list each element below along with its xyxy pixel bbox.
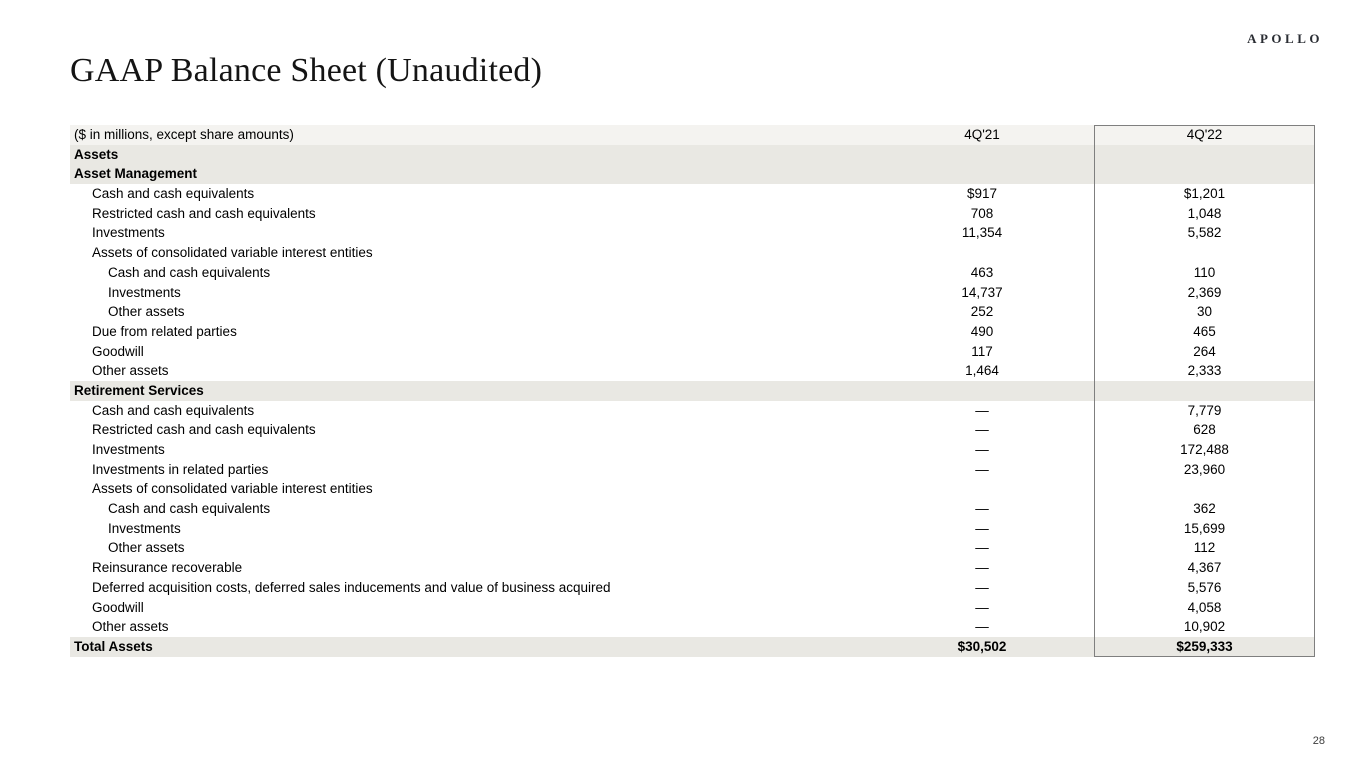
row-value-4q21: — [975, 599, 989, 615]
row-label: Other assets [92, 619, 169, 635]
table-row [70, 283, 1315, 303]
page-number: 28 [1312, 735, 1325, 747]
table-row [70, 263, 1315, 283]
table-row [70, 223, 1315, 243]
table-row [70, 204, 1315, 224]
table-row [70, 637, 1315, 657]
row-value-4q21: — [975, 540, 989, 556]
row-value-4q21: $30,502 [957, 638, 1007, 654]
table-row [70, 145, 1315, 165]
row-value-4q21: — [975, 520, 989, 536]
row-label: Investments [108, 520, 181, 536]
row-label: Reinsurance recoverable [92, 560, 243, 576]
apollo-logo: APOLLO [1247, 31, 1323, 46]
row-value-4q22: 7,779 [1187, 402, 1222, 418]
row-label: Due from related parties [92, 323, 237, 339]
row-label: Total Assets [74, 638, 153, 654]
header-col-4q22: 4Q'22 [1186, 127, 1223, 142]
row-value-4q21: — [975, 501, 989, 517]
row-label: Investments [108, 284, 181, 300]
table-row [70, 578, 1315, 598]
row-label: Other assets [92, 363, 169, 379]
table-row [70, 361, 1315, 381]
table-row [70, 479, 1315, 499]
table-row [70, 499, 1315, 519]
row-label: Retirement Services [74, 382, 204, 398]
table-row [70, 302, 1315, 322]
row-value-4q22: 264 [1193, 343, 1216, 359]
row-value-4q21: — [975, 579, 989, 595]
row-value-4q22: $259,333 [1176, 638, 1233, 654]
row-value-4q22: 172,488 [1180, 442, 1229, 457]
row-value-4q22: $1,201 [1183, 186, 1226, 202]
row-label: Deferred acquisition costs, deferred sales inducements and value of business acquired [92, 579, 611, 595]
header-units-label: ($ in millions, except share amounts) [74, 127, 294, 142]
row-value-4q22: 5,576 [1187, 579, 1222, 595]
row-value-4q21: 463 [970, 264, 994, 280]
table-row [70, 598, 1315, 618]
row-value-4q21: — [975, 442, 989, 457]
row-label: Goodwill [92, 599, 144, 615]
row-value-4q21: 1,464 [965, 363, 999, 379]
table-row [70, 519, 1315, 539]
table-row [70, 460, 1315, 480]
table-row [70, 342, 1315, 362]
row-value-4q22: 23,960 [1183, 461, 1226, 477]
row-label: Goodwill [92, 343, 144, 359]
row-value-4q21: 117 [971, 343, 993, 359]
row-value-4q21: $917 [966, 186, 998, 202]
row-value-4q22: 30 [1196, 304, 1213, 320]
row-value-4q22: 112 [1193, 540, 1216, 556]
table-row [70, 381, 1315, 401]
row-label: Asset Management [74, 166, 198, 182]
row-value-4q22: 362 [1193, 501, 1216, 517]
row-value-4q22: 2,333 [1187, 363, 1222, 379]
row-value-4q22: 4,367 [1187, 560, 1222, 576]
table-row [70, 164, 1315, 184]
table-body [70, 145, 1315, 657]
row-label: Assets [74, 146, 119, 162]
row-value-4q22: 15,699 [1183, 520, 1226, 536]
row-value-4q21: — [975, 619, 989, 635]
row-value-4q22: 10,902 [1183, 619, 1226, 635]
row-value-4q21: — [975, 402, 989, 418]
row-label: Investments [92, 225, 165, 241]
table-row [70, 184, 1315, 204]
row-label: Cash and cash equivalents [92, 186, 255, 202]
row-label: Other assets [108, 540, 185, 556]
row-label: Cash and cash equivalents [92, 402, 255, 418]
row-value-4q22: 465 [1193, 323, 1216, 339]
table-row [70, 401, 1315, 421]
table-row [70, 440, 1315, 460]
row-label: Investments in related parties [92, 461, 269, 477]
row-label: Restricted cash and cash equivalents [92, 205, 316, 221]
row-label: Restricted cash and cash equivalents [92, 422, 316, 438]
table-row [70, 617, 1315, 637]
page-title: GAAP Balance Sheet (Unaudited) [70, 52, 543, 89]
table-row [70, 243, 1315, 263]
row-value-4q22: 628 [1193, 422, 1216, 438]
row-value-4q21: 708 [970, 205, 994, 221]
row-label: Investments [92, 442, 165, 457]
balance-sheet-table [70, 125, 1315, 657]
table-row [70, 322, 1315, 342]
row-value-4q22: 2,369 [1187, 284, 1222, 300]
table-row [70, 558, 1315, 578]
row-value-4q21: — [975, 422, 989, 438]
row-value-4q22: 110 [1193, 264, 1216, 280]
row-value-4q21: 490 [970, 323, 994, 339]
row-label: Assets of consolidated variable interest entities [92, 245, 373, 261]
row-value-4q22: 5,582 [1187, 225, 1222, 241]
row-value-4q21: 252 [970, 304, 994, 320]
header-col-4q21: 4Q'21 [964, 127, 1000, 142]
row-label: Cash and cash equivalents [108, 264, 271, 280]
row-value-4q22: 4,058 [1187, 599, 1222, 615]
row-label: Assets of consolidated variable interest entities [92, 481, 373, 497]
row-value-4q21: 14,737 [961, 284, 1003, 300]
table-header-row [70, 125, 1315, 145]
row-value-4q21: 11,354 [961, 225, 1003, 241]
row-value-4q21: — [975, 560, 989, 576]
row-label: Other assets [108, 304, 185, 320]
table-row [70, 538, 1315, 558]
table-row [70, 420, 1315, 440]
row-label: Cash and cash equivalents [108, 501, 271, 517]
row-value-4q21: — [975, 461, 989, 477]
row-value-4q22: 1,048 [1187, 205, 1222, 221]
